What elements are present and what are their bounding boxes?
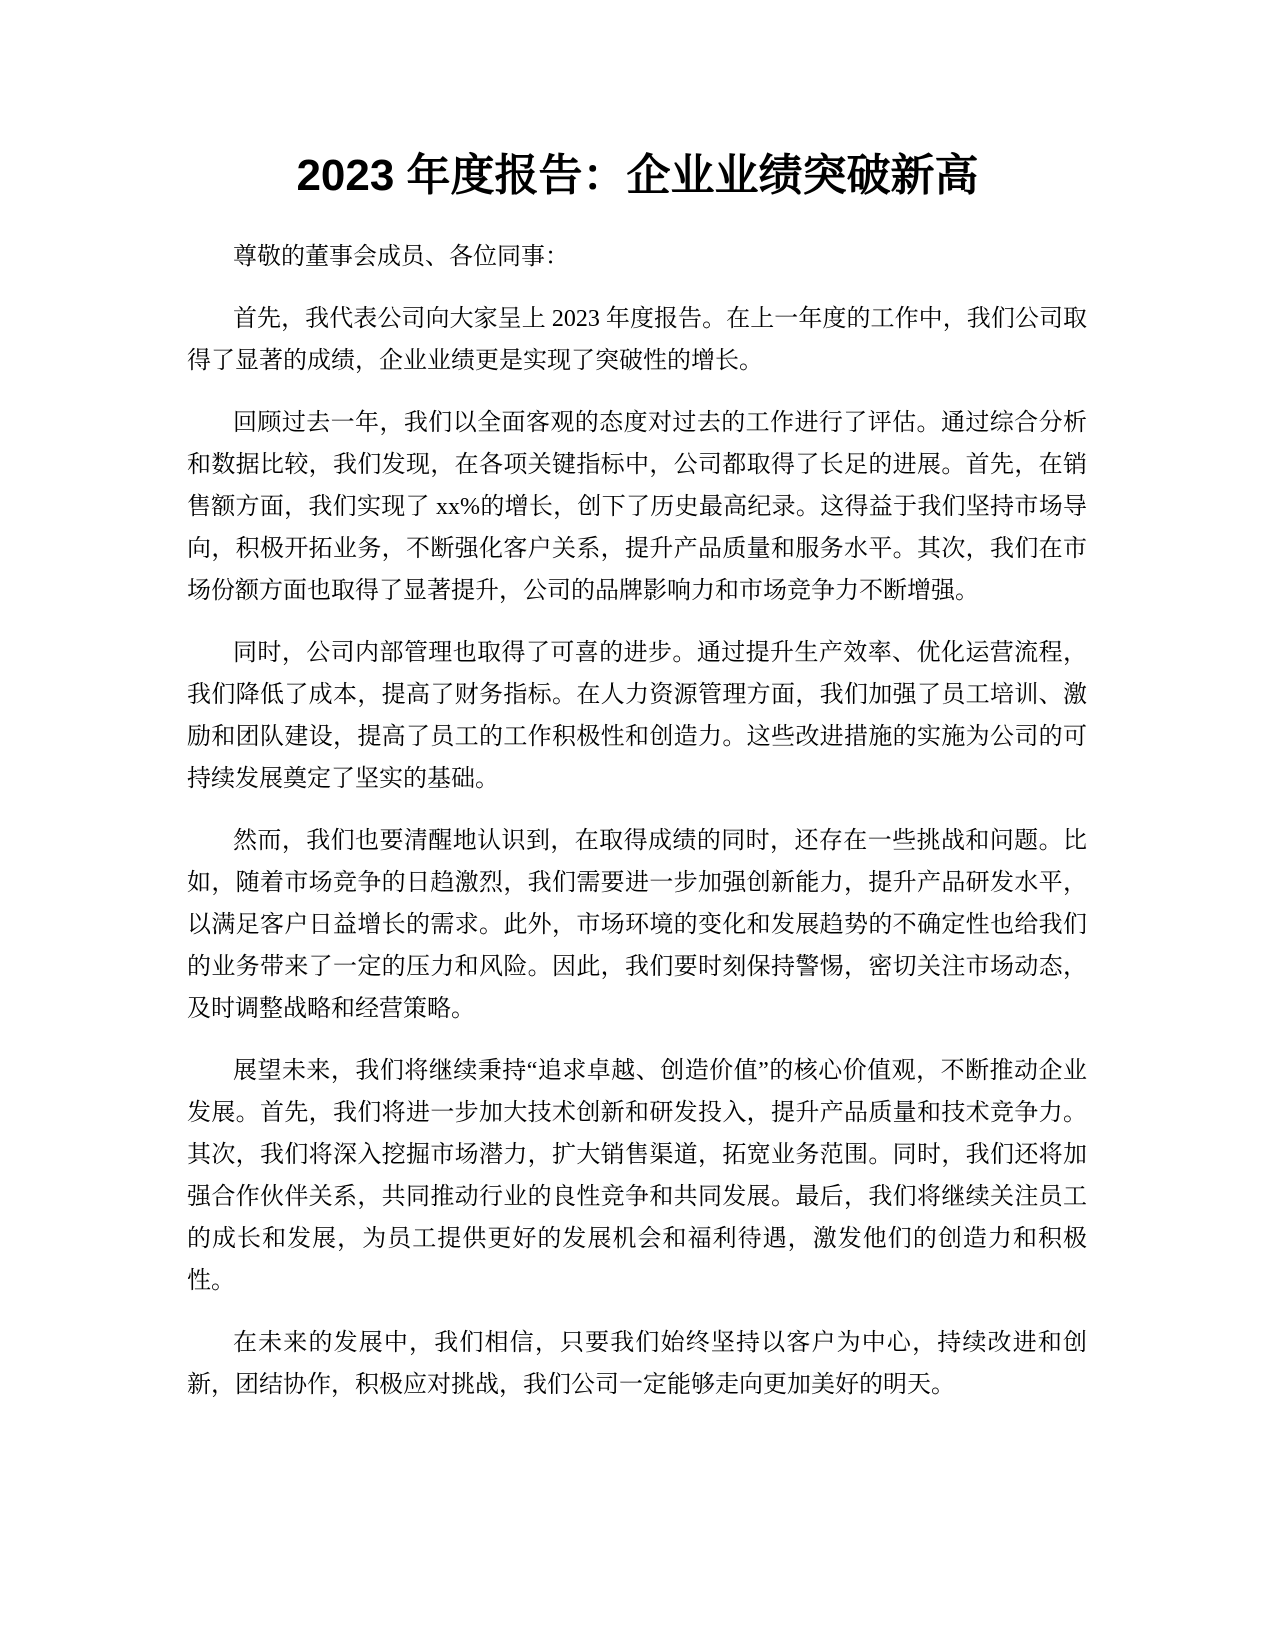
page-title: 2023 年度报告：企业业绩突破新高 <box>296 151 979 200</box>
paragraph-management: 同时，公司内部管理也取得了可喜的进步。通过提升生产效率、优化运营流程，我们降低了成本，提高了财务指标。在人力资源管理方面，我们加强了员工培训、激励和团队建设，提高了员工的工作积极性和创造力。这些改进措施的实施为公司的可持续发展奠定了坚实的基础。 <box>187 640 1087 792</box>
paragraph-intro: 首先，我代表公司向大家呈上 2023 年度报告。在上一年度的工作中，我们公司取得了显著的成绩，企业业绩更是实现了突破性的增长。 <box>187 306 1087 374</box>
paragraph-challenges: 然而，我们也要清醒地认识到，在取得成绩的同时，还存在一些挑战和问题。比如，随着市场竞争的日趋激烈，我们需要进一步加强创新能力，提升产品研发水平，以满足客户日益增长的需求。此外，市场环境的变化和发展趋势的不确定性也给我们的业务带来了一定的压力和风险。因此，我们要时刻保持警惕，密切关注市场动态，及时调整战略和经营策略。 <box>187 828 1087 1022</box>
paragraph-review: 回顾过去一年，我们以全面客观的态度对过去的工作进行了评估。通过综合分析和数据比较，我们发现，在各项关键指标中，公司都取得了长足的进展。首先，在销售额方面，我们实现了 xx%的增长，创下了历史最高纪录。这得益于我们坚持市场导向，积极开拓业务，不断强化客户关系，提升产品质量和服务水平。其次，我们在市场份额方面也取得了显著提升，公司的品牌影响力和市场竞争力不断增强。 <box>187 410 1087 604</box>
paragraph-outlook: 展望未来，我们将继续秉持“追求卓越、创造价值”的核心价值观，不断推动企业发展。首先，我们将进一步加大技术创新和研发投入，提升产品质量和技术竞争力。其次，我们将深入挖掘市场潜力，扩大销售渠道，拓宽业务范围。同时，我们还将加强合作伙伴关系，共同推动行业的良性竞争和共同发展。最后，我们将继续关注员工的成长和发展，为员工提供更好的发展机会和福利待遇，激发他们的创造力和积极性。 <box>187 1058 1087 1294</box>
paragraph-conclusion: 在未来的发展中，我们相信，只要我们始终坚持以客户为中心，持续改进和创新，团结协作，积极应对挑战，我们公司一定能够走向更加美好的明天。 <box>187 1330 1087 1398</box>
document-body <box>187 236 1087 1426</box>
salutation: 尊敬的董事会成员、各位同事： <box>233 244 569 270</box>
